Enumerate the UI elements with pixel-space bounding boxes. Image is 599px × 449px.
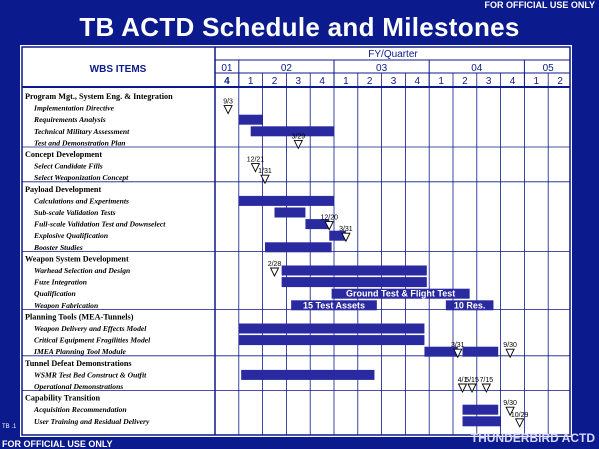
wbs-task-label: Select Candidate Fills [34,161,103,171]
wbs-group-label: Tunnel Defeat Demonstrations [25,358,132,368]
schedule-bar [282,266,427,276]
wbs-task-label: Booster Studies [34,242,83,252]
wbs-task-label: Calculations and Experiments [34,196,129,206]
milestone-date: 4/1 [457,377,468,384]
milestone-date: 10/29 [510,411,529,419]
wbs-task-label: Critical Equipment Fragilities Model [34,335,151,345]
milestone-marker [516,419,524,427]
milestone-date: 2/28 [267,261,282,268]
schedule-bar [463,416,501,426]
wbs-header: WBS ITEMS [89,64,147,75]
schedule-bar [275,208,306,218]
wbs-task-label: Weapon Fabrication [34,300,99,310]
schedule-bar [241,370,374,380]
quarter-label: 3 [295,76,302,87]
bar-label: 15 Test Assets [302,300,366,311]
quarter-label: 4 [414,76,421,87]
wbs-task-label: Explosive Qualification [34,231,109,241]
schedule-bar [463,347,499,357]
schedule-panel [20,45,572,437]
quarter-label: 3 [485,76,492,87]
quarter-label: 4 [224,76,230,87]
milestone-date: 12/20 [320,214,339,222]
milestone-date: 9/30 [503,400,517,408]
schedule-bar [239,196,334,206]
quarter-label: 1 [438,76,444,87]
milestone-date: 12/21 [246,156,265,164]
year-label: 03 [376,63,388,74]
schedule-bar [282,277,427,287]
quarter-label: 4 [509,76,516,87]
quarter-label: 4 [319,76,325,87]
wbs-task-label: Warhead Selection and Design [34,266,131,275]
fy-header: FY/Quarter [368,49,418,60]
quarter-label: 2 [462,76,468,87]
milestone-date: 3/31 [450,342,465,350]
milestone-date: 9/3 [223,98,233,106]
year-label: 04 [471,63,483,74]
milestone-marker [271,268,279,276]
wbs-group-label: Planning Tools (MEA-Tunnels) [25,312,134,322]
classification-bottom: FOR OFFICIAL USE ONLY [2,439,113,449]
year-label: 05 [542,63,554,74]
milestone-date: 3/29 [291,133,306,141]
schedule-bar [265,242,332,252]
wbs-task-label: Acquisition Recommendation [34,405,127,415]
brand-logo-text: THUNDERBIRD ACTD [470,431,595,445]
quarter-label: 1 [247,76,254,87]
wbs-group-label: Program Mgt., System Eng. & Integration [25,92,173,101]
milestone-date: 7/15 [479,377,494,384]
year-label: 02 [280,63,292,74]
quarter-label: 2 [271,76,278,87]
schedule-bar [239,335,425,345]
wbs-task-label: Requirements Analysis [34,115,106,125]
slide-number: TB .1 [2,424,17,430]
page-title: TB ACTD Schedule and Milestones [79,12,520,42]
wbs-task-label: Select Weaponization Concept [34,173,129,183]
wbs-task-label: Sub-scale Validation Tests [34,208,116,217]
wbs-task-label: Full-scale Validation Test and Downselect [34,219,166,229]
wbs-task-label: Test and Demonstration Plan [34,138,126,148]
wbs-task-label: IMEA Planning Tool Module [34,347,126,357]
wbs-task-label: Weapon Delivery and Effects Model [34,324,147,333]
wbs-task-label: Implementation Directive [34,103,114,113]
wbs-task-label: User Training and Residual Delivery [34,416,150,426]
wbs-task-label: WSMR Test Bed Construct & Outfit [34,370,147,380]
classification-top: FOR OFFICIAL USE ONLY [484,0,595,10]
wbs-task-label: Qualification [34,289,76,299]
quarter-label: 1 [343,76,349,87]
wbs-task-label: Fuze Integration [34,277,87,287]
wbs-group-label: Weapon System Development [25,254,129,264]
wbs-group-label: Capability Transition [25,393,100,403]
year-label: 01 [221,63,233,74]
wbs-group-label: Concept Development [25,150,103,159]
schedule-bar [463,405,499,415]
quarter-label: 3 [390,76,397,87]
milestone-date: 3/31 [339,226,353,234]
gantt-chart [20,45,572,437]
bar-label: 10 Res. [453,300,486,311]
quarter-label: 2 [366,76,373,87]
milestone-date: 5/15 [465,377,479,384]
schedule-bar [239,115,263,125]
quarter-label: 1 [533,76,540,87]
wbs-group-label: Payload Development [25,184,102,194]
milestone-marker [224,106,232,114]
schedule-bar [239,324,425,334]
wbs-task-label: Technical Military Assessment [34,126,130,136]
bar-label: Ground Test & Flight Test [346,288,456,299]
milestone-date: 9/30 [503,342,517,350]
quarter-label: 2 [557,76,563,87]
milestone-date: 1/31 [258,168,272,176]
wbs-task-label: Operational Demonstrations [34,382,124,391]
